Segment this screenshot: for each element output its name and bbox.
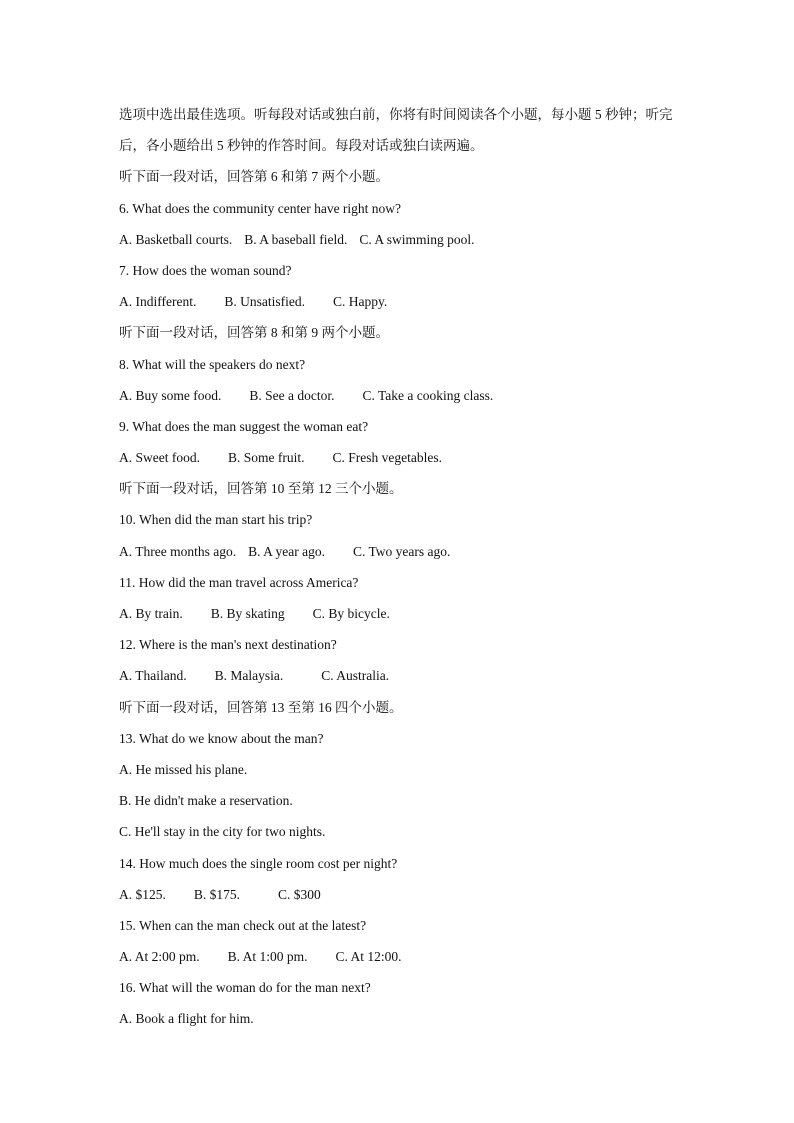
option-c[interactable]: C. Two years ago. <box>352 543 451 559</box>
question-11-options <box>119 598 689 629</box>
question-15-options <box>119 941 689 972</box>
option-a[interactable]: A. Indifferent. <box>119 294 197 310</box>
option-c[interactable]: C. Fresh vegetables. <box>332 450 442 466</box>
option-b[interactable]: B. At 1:00 pm. <box>227 949 308 965</box>
question-13-option-b[interactable]: B. He didn't make a reservation. <box>119 793 293 809</box>
question-16-stem: 16. What will the woman do for the man next? <box>119 980 371 996</box>
question-12-options <box>119 660 689 691</box>
question-16-option-a[interactable]: A. Book a flight for him. <box>119 1011 254 1027</box>
question-14-stem: 14. How much does the single room cost per night? <box>119 855 398 871</box>
question-11-stem: 11. How did the man travel across America? <box>119 574 359 590</box>
section-heading-3: 听下面一段对话，回答第 10 至第 12 三个小题。 <box>119 481 403 497</box>
section-heading-4: 听下面一段对话，回答第 13 至第 16 四个小题。 <box>119 699 403 715</box>
question-9-options <box>119 442 689 473</box>
option-b[interactable]: B. Some fruit. <box>228 450 305 466</box>
question-10-stem: 10. When did the man start his trip? <box>119 512 313 528</box>
question-14-options <box>119 879 689 910</box>
option-c[interactable]: C. $300 <box>278 886 321 902</box>
question-7-options <box>119 286 689 317</box>
option-b[interactable]: B. A year ago. <box>248 543 325 559</box>
option-a[interactable]: A. $125. <box>119 886 166 902</box>
question-13-option-c[interactable]: C. He'll stay in the city for two nights. <box>119 824 326 840</box>
exam-page <box>119 99 689 1035</box>
section-heading-2: 听下面一段对话，回答第 8 和第 9 两个小题。 <box>119 325 389 341</box>
question-13-stem: 13. What do we know about the man? <box>119 730 324 746</box>
question-13-option-a[interactable]: A. He missed his plane. <box>119 761 248 777</box>
question-8-stem: 8. What will the speakers do next? <box>119 356 306 372</box>
option-a[interactable]: A. Basketball courts. <box>119 231 233 247</box>
listening-instructions: 选项中选出最佳选项。听每段对话或独白前，你将有时间阅读各个小题，每小题 5 秒钟；听完后，各小题给出 5 秒钟的作答时间。每段对话或独白读两遍。 <box>119 107 673 154</box>
option-b[interactable]: B. Malaysia. <box>214 668 284 684</box>
question-15-stem: 15. When can the man check out at the latest? <box>119 917 367 933</box>
option-c[interactable]: C. By bicycle. <box>312 606 390 622</box>
option-b[interactable]: B. Unsatisfied. <box>224 294 305 310</box>
option-b[interactable]: B. By skating <box>210 606 285 622</box>
option-c[interactable]: C. A swimming pool. <box>359 231 475 247</box>
option-b[interactable]: B. $175. <box>193 886 241 902</box>
option-a[interactable]: A. Buy some food. <box>119 387 222 403</box>
question-8-options <box>119 380 689 411</box>
question-7-stem: 7. How does the woman sound? <box>119 262 292 278</box>
option-a[interactable]: A. Three months ago. <box>119 543 237 559</box>
option-c[interactable]: C. Take a cooking class. <box>362 387 494 403</box>
question-12-stem: 12. Where is the man's next destination? <box>119 637 337 653</box>
option-a[interactable]: A. At 2:00 pm. <box>119 949 200 965</box>
question-10-options <box>119 536 689 567</box>
question-6-stem: 6. What does the community center have right now? <box>119 200 402 216</box>
option-c[interactable]: C. At 12:00. <box>335 949 402 965</box>
option-a[interactable]: A. By train. <box>119 606 183 622</box>
section-heading-1: 听下面一段对话，回答第 6 和第 7 两个小题。 <box>119 169 389 185</box>
option-c[interactable]: C. Australia. <box>321 668 390 684</box>
option-a[interactable]: A. Sweet food. <box>119 450 200 466</box>
option-c[interactable]: C. Happy. <box>332 294 388 310</box>
option-a[interactable]: A. Thailand. <box>119 668 187 684</box>
option-b[interactable]: B. See a doctor. <box>249 387 335 403</box>
question-6-options <box>119 224 689 255</box>
option-b[interactable]: B. A baseball field. <box>244 231 348 247</box>
question-9-stem: 9. What does the man suggest the woman eat? <box>119 418 369 434</box>
